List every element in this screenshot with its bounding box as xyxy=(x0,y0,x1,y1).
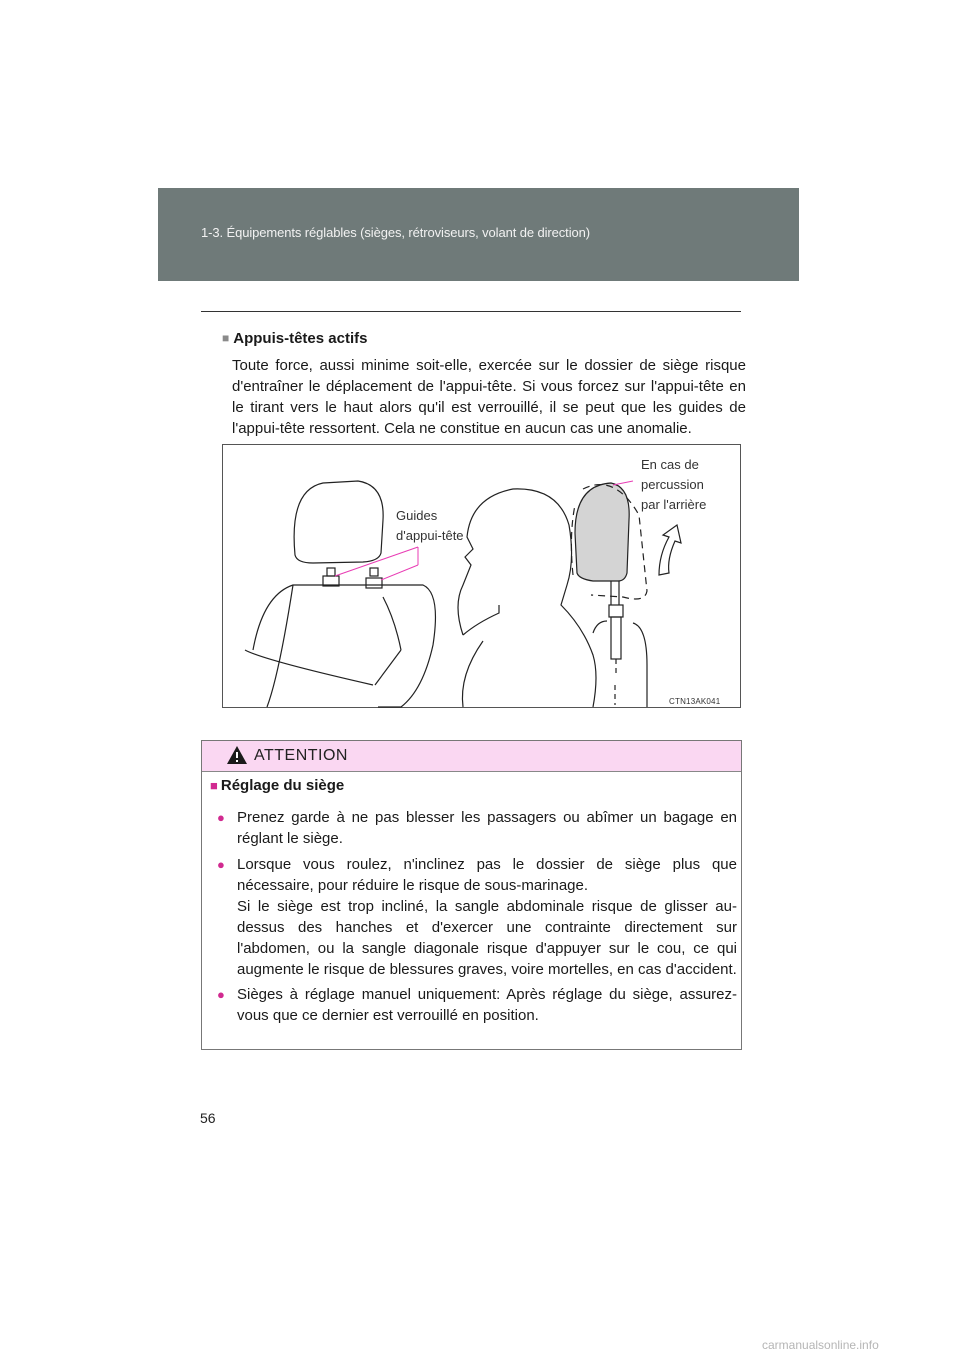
attention-header xyxy=(202,741,741,772)
warning-bullet-3: ● Sièges à réglage manuel uniquement: Après réglage du siège, assurez-vous que ce dernier est verrouillé en position. xyxy=(217,986,737,1024)
tilt-arrow-icon xyxy=(659,525,681,575)
attention-title: ATTENTION xyxy=(254,747,348,764)
left-guide-post xyxy=(327,568,335,576)
chapter-title: 1-3. Équipements réglables (sièges, rétroviseurs, volant de direction) xyxy=(201,225,590,240)
warning-bullet-2: ● Lorsque vous roulez, n'inclinez pas le dossier de siège plus que nécessaire, pour réduire le risque de sous-marinage. Si le siège est trop incliné, la sangle abdominale risque de glisser au-dessus des hanches et d'exercer une contrainte directement sur l'abdomen, ou la sangle diagonale risque d'appuyer sur le cou, ce qui augmente le risque de blessures graves, voire mortelles, en cas d'accident. xyxy=(217,856,737,978)
guides-label: Guides d'appui-tête xyxy=(396,508,464,543)
section-heading-text: Appuis-têtes actifs xyxy=(233,330,368,347)
headrest-illustration xyxy=(222,444,741,708)
attention-box xyxy=(201,740,742,1050)
impact-leader-line xyxy=(613,481,633,485)
section-body: Toute force, aussi minime soit-elle, exercée sur le dossier de siège risque d'entraîner le déplacement de l'appui-tête. Si vous forcez sur l'appui-tête en le tirant vers le haut alors qu'il est verrouillé, il se peut que les guides de l'appui-tête ressortent. Cela ne constitue en aucun cas une anomalie. xyxy=(232,357,746,437)
page-number: 56 xyxy=(200,1110,216,1126)
rear-impact-label: En cas de percussion par l'arrière xyxy=(641,457,707,512)
footer-watermark: carmanualsonline.info xyxy=(762,1338,879,1352)
seat-adjust-heading: ■ Réglage du siège xyxy=(210,777,345,794)
bullet-dot-icon: ● xyxy=(217,810,225,825)
bullet-dot-icon: ● xyxy=(217,857,225,872)
active-headrests-section xyxy=(222,330,746,439)
section-divider xyxy=(201,311,741,312)
square-bullet-icon: ■ xyxy=(222,331,230,345)
active-headrest xyxy=(575,483,629,581)
bullet-dot-icon: ● xyxy=(217,987,225,1002)
square-bullet-icon: ■ xyxy=(210,778,218,793)
section-heading xyxy=(222,330,742,347)
warning-triangle-icon xyxy=(226,745,248,765)
headrest-shape xyxy=(294,481,383,563)
warning-bullet-1: ● Prenez garde à ne pas blesser les passagers ou abîmer un bagage en réglant le siège. xyxy=(217,809,737,847)
right-guide xyxy=(366,578,382,588)
guides-leader-line xyxy=(335,547,418,576)
figure-code: CTN13AK041 xyxy=(669,697,721,706)
seat-back-outline xyxy=(253,585,435,707)
